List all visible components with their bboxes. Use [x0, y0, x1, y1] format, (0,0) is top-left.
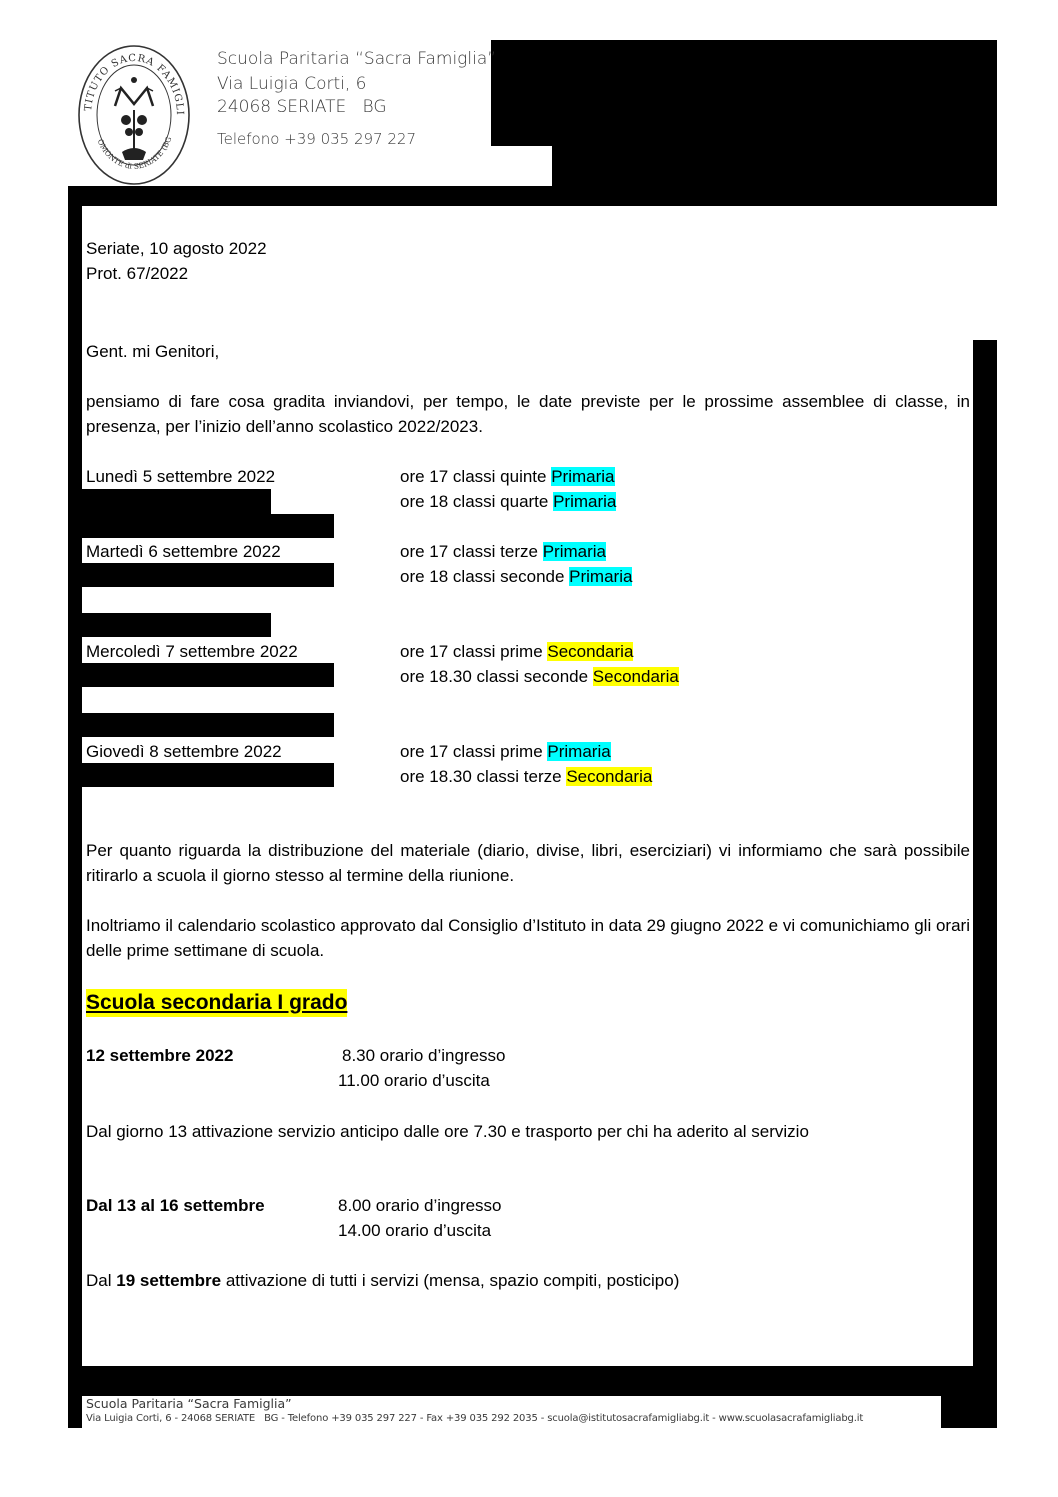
- address-street: Via Luigia Corti, 6: [217, 74, 367, 94]
- redaction-bottom-bar: [68, 1366, 997, 1396]
- footer-school-name: Scuola Paritaria “Sacra Famiglia”: [86, 1396, 292, 1411]
- redaction-footer-right: [941, 1396, 997, 1428]
- schedule-date: Dal 13 al 16 settembre: [86, 1196, 265, 1215]
- level-primaria: Primaria: [553, 492, 617, 511]
- schedule-exit: 14.00 orario d’uscita: [338, 1221, 492, 1240]
- assembly-session: ore 18.30 classi seconde Secondaria: [400, 667, 679, 686]
- assembly-day: Mercoledì 7 settembre 2022: [86, 642, 298, 661]
- assembly-session: ore 17 classi prime Primaria: [400, 742, 611, 761]
- address-city: 24068 SERIATE BG: [217, 97, 387, 117]
- calendar-paragraph: Inoltriamo il calendario scolastico approvato dal Consiglio d’Istituto in data 29 giugno 2022 e vi comunichiamo gli orari delle prime settimane di scuola.: [86, 916, 970, 960]
- materials-paragraph: Per quanto riguarda la distribuzione del materiale (diario, divise, libri, eserciziari) vi informiamo che sarà possibile ritirarlo a scuola il giorno stesso al termine della riunione.: [86, 841, 970, 885]
- letter-protocol: Prot. 67/2022: [86, 264, 189, 283]
- level-secondaria: Secondaria: [566, 767, 653, 786]
- school-logo: [77, 44, 191, 186]
- redacted-line: [82, 514, 334, 538]
- assembly-session: ore 17 classi terze Primaria: [400, 542, 606, 561]
- letter-date: Seriate, 10 agosto 2022: [86, 239, 267, 258]
- logo-seal-icon: [77, 44, 191, 186]
- schedule-date: 12 settembre 2022: [86, 1046, 234, 1065]
- level-primaria: Primaria: [551, 467, 615, 486]
- assembly-session: ore 17 classi prime Secondaria: [400, 642, 634, 661]
- intro-paragraph: pensiamo di fare cosa gradita inviandovi, per tempo, le date previste per le prossime assemblee di classe, in presenza, per l’inizio dell’anno scolastico 2022/2023.: [86, 392, 970, 436]
- redaction-header-bar: [68, 186, 552, 206]
- footer-contacts: Via Luigia Corti, 6 - 24068 SERIATE BG - Telefono +39 035 297 227 - Fax +39 035 292 2035 - scuola@istitutosacrafamigliabg.it - www.scuolasacrafamigliabg.it: [86, 1413, 864, 1424]
- redacted-line: [82, 763, 334, 787]
- redaction-top-right-2: [552, 146, 997, 206]
- svg-text:ISTITUTO SACRA FAMIGLIA: TITUTO SACRA FAMIGLI: [83, 52, 186, 116]
- assembly-session: ore 17 classi quinte Primaria: [400, 467, 615, 486]
- redaction-right-margin: [973, 340, 997, 1396]
- schedule-entry: 8.30 orario d’ingresso: [342, 1046, 506, 1065]
- service-note: Dal giorno 13 attivazione servizio anticipo dalle ore 7.30 e trasporto per chi ha aderito al servizio: [86, 1122, 809, 1141]
- svg-text:COMONTE di SERIATE (BG): OMONTE di SERIATE (BG: [95, 135, 174, 171]
- redacted-line: [82, 489, 271, 514]
- redaction-top-right: [491, 40, 997, 146]
- assembly-day: Martedì 6 settembre 2022: [86, 542, 281, 561]
- phone-number: Telefono +39 035 297 227: [217, 130, 416, 148]
- assembly-session: ore 18 classi seconde Primaria: [400, 567, 633, 586]
- assembly-day: Giovedì 8 settembre 2022: [86, 742, 282, 761]
- assembly-session: ore 18 classi quarte Primaria: [400, 492, 617, 511]
- greeting: Gent. mi Genitori,: [86, 342, 220, 361]
- redacted-line: [82, 563, 334, 587]
- level-primaria: Primaria: [569, 567, 633, 586]
- schedule-exit: 11.00 orario d’uscita: [338, 1071, 490, 1090]
- assembly-day: Lunedì 5 settembre 2022: [86, 467, 276, 486]
- assembly-session: ore 18.30 classi terze Secondaria: [400, 767, 653, 786]
- level-primaria: Primaria: [542, 542, 606, 561]
- schedule-entry: 8.00 orario d’ingresso: [338, 1196, 502, 1215]
- school-name: Scuola Paritaria “Sacra Famiglia”: [217, 49, 497, 69]
- final-note: Dal 19 settembre attivazione di tutti i servizi (mensa, spazio compiti, posticipo): [86, 1271, 680, 1290]
- redacted-line: [82, 713, 334, 737]
- redaction-left-margin: [68, 190, 82, 1397]
- level-primaria: Primaria: [547, 742, 611, 761]
- section-title: Scuola secondaria I grado: [86, 989, 347, 1017]
- level-secondaria: Secondaria: [592, 667, 679, 686]
- redacted-line: [82, 663, 334, 687]
- redaction-footer-left: [68, 1396, 82, 1428]
- redacted-line: [82, 613, 271, 637]
- level-secondaria: Secondaria: [547, 642, 634, 661]
